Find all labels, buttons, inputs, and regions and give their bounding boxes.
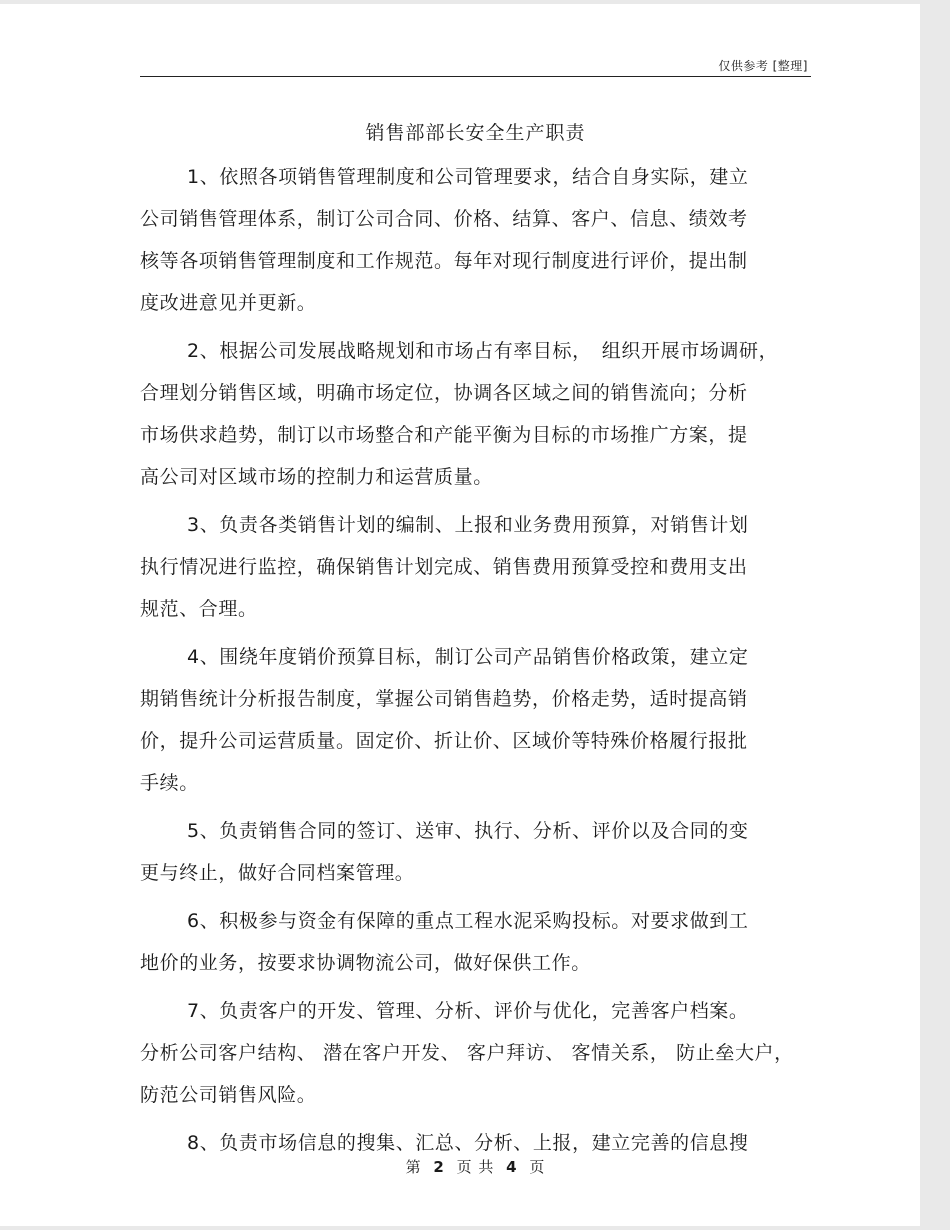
paragraph-4 [140,636,811,804]
text-line: 期销售统计分析报告制度，掌握公司销售趋势，价格走势，适时提高销 [140,688,748,710]
text-line: 1、依照各项销售管理制度和公司管理要求，结合自身实际，建立 [187,166,749,188]
document-page [0,4,920,1226]
text-line: 8、负责市场信息的搜集、汇总、分析、上报，建立完善的信息搜 [187,1132,749,1154]
text-line: 更与终止，做好合同档案管理。 [140,862,415,884]
footer-prefix: 第 [405,1158,422,1176]
text-line: 核等各项销售管理制度和工作规范。每年对现行制度进行评价，提出制 [140,250,748,272]
paragraph-7 [140,990,811,1116]
document-title: 销售部部长安全生产职责 [365,122,586,144]
footer-middle: 页 共 [456,1158,495,1176]
paragraph-1 [140,156,811,324]
document-body [140,156,811,1170]
text-line: 2、根据公司发展战略规划和市场占有率目标， 组织开展市场调研， [187,340,779,362]
paragraph-6 [140,900,811,984]
total-page-count: 4 [506,1158,518,1176]
text-line: 6、积极参与资金有保障的重点工程水泥采购投标。对要求做到工 [187,910,749,932]
text-line: 7、负责客户的开发、管理、分析、评价与优化，完善客户档案。 [187,1000,749,1022]
text-line: 地价的业务，按要求协调物流公司，做好保供工作。 [140,952,591,974]
text-line: 防范公司销售风险。 [140,1084,317,1106]
page-footer [140,1156,811,1177]
text-line: 高公司对区域市场的控制力和运营质量。 [140,466,493,488]
text-line: 规范、合理。 [140,598,258,620]
header-note: 仅供参考 [整理] [718,59,808,73]
paragraph-2 [140,330,811,498]
text-line: 价，提升公司运营质量。固定价、折让价、区域价等特殊价格履行报批 [140,730,748,752]
text-line: 分析公司客户结构、 潜在客户开发、 客户拜访、 客情关系， 防止垒大户， [140,1042,794,1064]
header-divider [140,76,811,77]
text-line: 3、负责各类销售计划的编制、上报和业务费用预算，对销售计划 [187,514,749,536]
footer-suffix: 页 [529,1158,546,1176]
text-line: 公司销售管理体系，制订公司合同、价格、结算、客户、信息、绩效考 [140,208,748,230]
text-line: 合理划分销售区域，明确市场定位，协调各区域之间的销售流向；分析 [140,382,748,404]
text-line: 5、负责销售合同的签订、送审、执行、分析、评价以及合同的变 [187,820,749,842]
paragraph-3 [140,504,811,630]
text-line: 手续。 [140,772,199,794]
text-line: 度改进意见并更新。 [140,292,317,314]
text-line: 市场供求趋势，制订以市场整合和产能平衡为目标的市场推广方案，提 [140,424,748,446]
paragraph-5 [140,810,811,894]
text-line: 4、围绕年度销价预算目标，制订公司产品销售价格政策，建立定 [187,646,749,668]
current-page-number: 2 [433,1158,445,1176]
text-line: 执行情况进行监控，确保销售计划完成、销售费用预算受控和费用支出 [140,556,748,578]
